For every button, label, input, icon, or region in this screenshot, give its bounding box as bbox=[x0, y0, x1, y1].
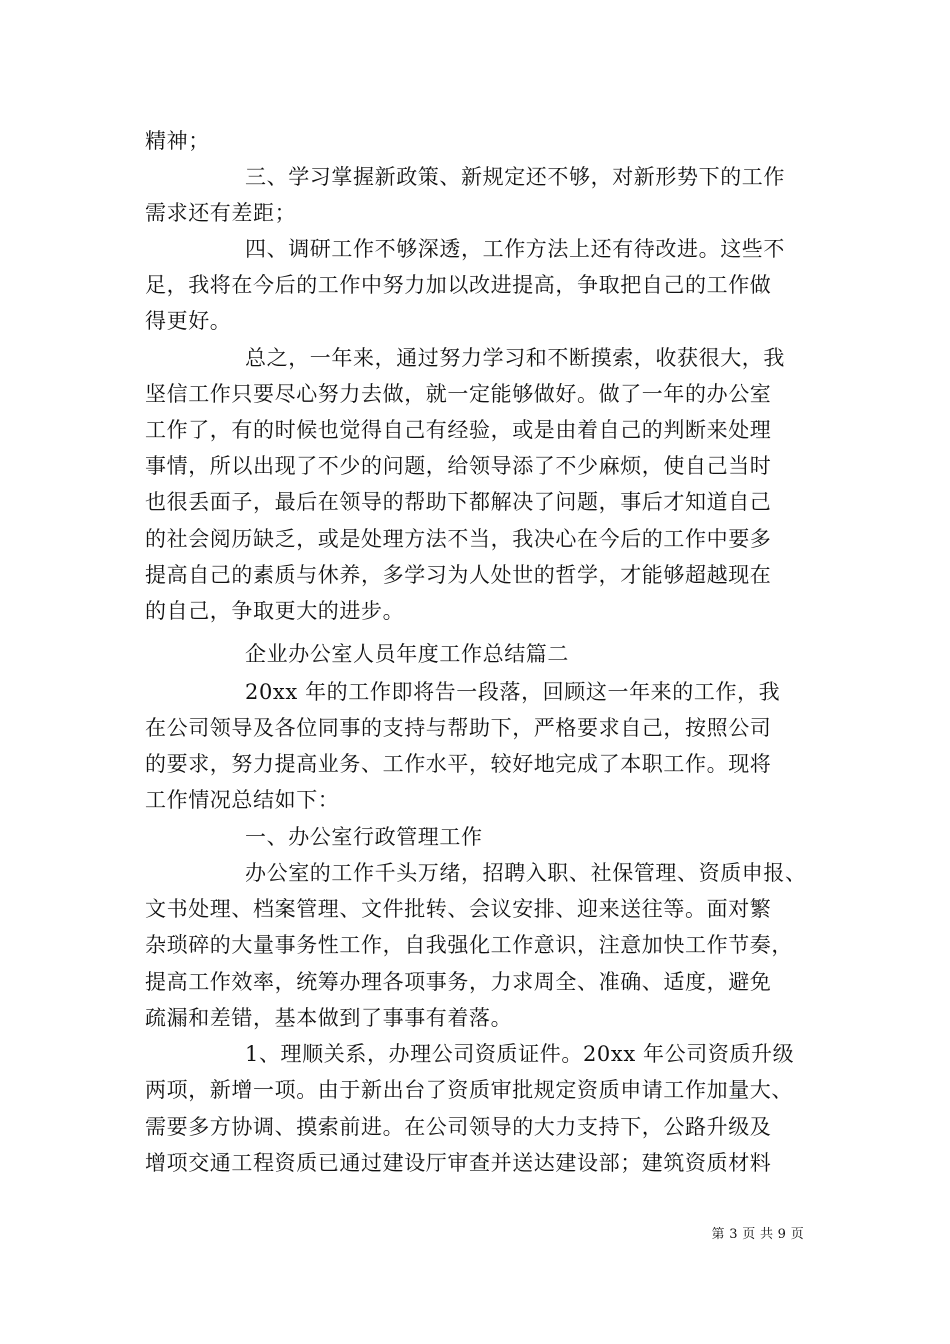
text-line: 三、学习掌握新政策、新规定还不够，对新形势下的工作 bbox=[245, 165, 785, 189]
text-line: 增项交通工程资质已通过建设厅审查并送达建设部；建筑资质材料 bbox=[145, 1151, 772, 1175]
text-line: 办公室的工作千头万绪，招聘入职、社保管理、资质申报、 bbox=[245, 861, 807, 885]
text-line: 在公司领导及各位同事的支持与帮助下，严格要求自己，按照公司 bbox=[145, 716, 772, 740]
text-line: 的社会阅历缺乏，或是处理方法不当，我决心在今后的工作中要多 bbox=[145, 527, 772, 551]
text-line: 文书处理、档案管理、文件批转、会议安排、迎来送往等。面对繁 bbox=[145, 897, 772, 921]
text-line: 工作情况总结如下： bbox=[145, 788, 340, 812]
text-line: 需求还有差距； bbox=[145, 201, 297, 225]
text-line: 足，我将在今后的工作中努力加以改进提高，争取把自己的工作做 bbox=[145, 273, 772, 297]
text-line: 提高工作效率，统筹办理各项事务，力求周全、准确、适度，避免 bbox=[145, 970, 772, 994]
text-line: 四、调研工作不够深透，工作方法上还有待改进。这些不 bbox=[245, 237, 785, 261]
text-line: 1、理顺关系，办理公司资质证件。20xx 年公司资质升级 bbox=[245, 1042, 795, 1066]
text-line: 杂琐碎的大量事务性工作，自我强化工作意识，注意加快工作节奏， bbox=[145, 933, 793, 957]
section-heading: 一、办公室行政管理工作 bbox=[245, 825, 483, 849]
text-line: 也很丢面子，最后在领导的帮助下都解决了问题，事后才知道自己 bbox=[145, 490, 772, 514]
text-line: 得更好。 bbox=[145, 309, 232, 333]
text-line: 事情，所以出现了不少的问题，给领导添了不少麻烦，使自己当时 bbox=[145, 454, 772, 478]
text-line: 坚信工作只要尽心努力去做，就一定能够做好。做了一年的办公室 bbox=[145, 382, 772, 406]
text-line: 疏漏和差错，基本做到了事事有着落。 bbox=[145, 1006, 513, 1030]
page-number: 第 3 页 共 9 页 bbox=[711, 1227, 804, 1242]
section-heading: 企业办公室人员年度工作总结篇二 bbox=[245, 642, 569, 666]
text-line: 工作了，有的时候也觉得自己有经验，或是由着自己的判断来处理 bbox=[145, 418, 772, 442]
text-line: 两项，新增一项。由于新出台了资质审批规定资质申请工作加量大、 bbox=[145, 1078, 793, 1102]
text-line: 的自己，争取更大的进步。 bbox=[145, 599, 405, 623]
text-line: 20xx 年的工作即将告一段落，回顾这一年来的工作，我 bbox=[245, 680, 781, 704]
text-line: 总之，一年来，通过努力学习和不断摸索，收获很大，我 bbox=[245, 346, 785, 370]
text-line: 的要求，努力提高业务、工作水平，较好地完成了本职工作。现将 bbox=[145, 752, 772, 776]
text-line: 精神； bbox=[145, 129, 210, 153]
text-line: 需要多方协调、摸索前进。在公司领导的大力支持下，公路升级及 bbox=[145, 1115, 772, 1139]
text-line: 提高自己的素质与休养，多学习为人处世的哲学，才能够超越现在 bbox=[145, 563, 772, 587]
